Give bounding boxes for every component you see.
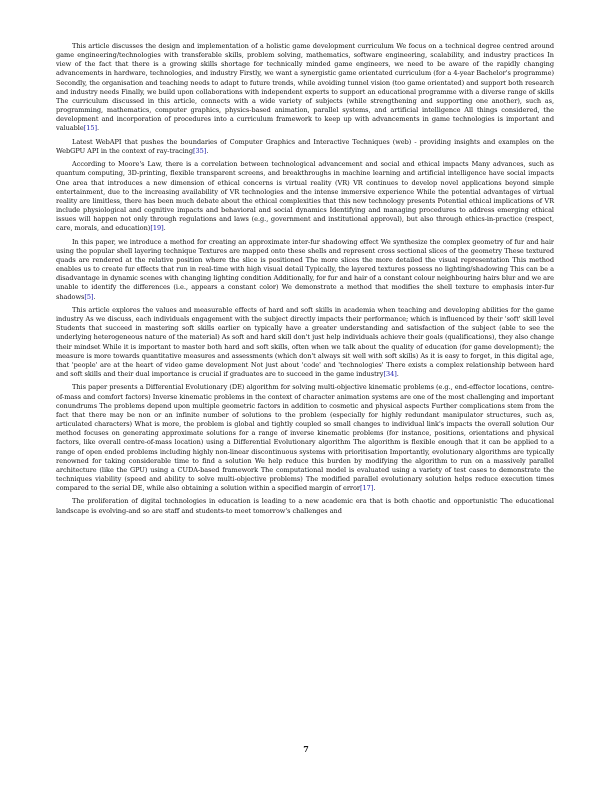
paragraph-end: .	[373, 484, 376, 493]
paragraph-3	[56, 160, 554, 233]
citation-link[interactable]: [17]	[360, 484, 374, 493]
paragraph-2	[56, 138, 554, 156]
citation-link[interactable]: [5]	[84, 292, 94, 301]
citation-link[interactable]: [35]	[193, 146, 207, 155]
paragraph-text: In this paper, we introduce a method for creating an approximate inter-fur shadowing effect We synthesize the complex geometry of fur and hair using the popular shell layering technique Textures are mapped onto these shells and represent cross sectional slices of the geometry These textured quads are rendered at the relative position where the slice is positioned The more slices the more detailed the visual representation This method enables us to create fur effects that run in real-time with high visual detail Typically, the layered textures possess no lighting/shadowing This can be a disadvantage in dynamic scenes with changing lighting condition Additionally, for fur and hair of a constant colour neighbouring hairs blur and we are unable to identify the differences (i.e., appears a constant color) We demonstrate a method that modifies the shell texture to emphasis inter-fur shadows	[56, 237, 554, 301]
paragraph-end: .	[396, 370, 399, 379]
citation-link[interactable]: [19]	[150, 224, 164, 233]
paragraph-5	[56, 306, 554, 379]
paragraph-1	[56, 42, 554, 134]
paragraph-4	[56, 238, 554, 302]
citation-link[interactable]: [34]	[383, 370, 397, 379]
paragraph-text: Latest WebAPI that pushes the boundaries of Computer Graphics and Interactive Techniques (web) - providing insights and examples on the WebGPU API in the context of ray-tracing	[56, 137, 554, 155]
paragraph-end: .	[97, 124, 100, 133]
paragraph-text: This article explores the values and measurable effects of hard and soft skills in academia when teaching and developing abilities for the game industry As we discuss, each individuals engagement with the subject directly impacts their performance; which is influenced by their 'soft' skill level Students that succeed in mastering soft skills earlier on typically have a greater understanding and satisfaction of the subject (able to see the underlying heterogeneous nature of the material) As soft and hard skill don't just help individuals achieve their goals (qualifications), they also change their mindset While it is important to master both hard and soft skills, often when we talk about the quality of education (for game development); the measure is more towards quantitative measures and assessments (which don't always sit well with soft skills) As it is easy to forget, in this digital age, that 'people' are at the heart of video game development Not just about 'code' and 'technologies' There exists a complex relationship between hard and soft skills and their dual importance is crucial if graduates are to succeed in the game industry	[56, 305, 554, 379]
paragraph-end: .	[163, 224, 166, 233]
paragraph-text: According to Moore's Law, there is a correlation between technological advancement and social and ethical impacts Many advances, such as quantum computing, 3D-printing, flexible transparent screens, and breakthroughs in machine learning and artificial intelligence have social impacts One area that introduces a new dimension of ethical concerns is virtual reality (VR) VR continues to develop novel applications beyond simple entertainment, due to the increasing availability of VR technologies and the intense immersive experience While the potential advantages of virtual reality are limitless, there has been much debate about the ethical complexities that this new technology presents Potential ethical implications of VR include physiological and cognitive impacts and behavioral and social dynamics Identifying and managing procedures to address emerging ethical issues will happen not only through regulations and laws (e.g., government and institutional approval), but also through ethics-in-practice (respect, care, morals, and education)	[56, 160, 554, 233]
paragraph-7	[56, 497, 554, 515]
paragraph-text: This article discusses the design and implementation of a holistic game development curriculum We focus on a technical degree centred around game engineering/technologies with transferable skills, problem solving, mathematics, software engineering, scalability, and industry practices In view of the fact that there is a growing skills shortage for technically minded game engineers, we need to be aware of the rapidly changing advancements in hardware, technologies, and industry Firstly, we want a synergistic game orientated curriculum (for a 4-year Bachelor's programme) Secondly, the organisation and teaching needs to adapt to future trends, while avoiding tunnel vision (too game orientated) and support both research and industry needs Finally, we build upon collaborations with independent experts to support an educational programme with a diverse range of skills The curriculum discussed in this article, connects with a wide variety of subjects (while strengthening and supporting one another), such as, programming, mathematics, computer graphics, physics-based animation, parallel systems, and artificial intelligence All things considered, the development and incorporation of procedures into a curriculum framework to keep up with advancements in game technologies is important and valuable	[56, 42, 554, 133]
paragraph-end: .	[206, 146, 209, 155]
page-number: 7	[303, 744, 309, 754]
paragraph-end: .	[93, 292, 96, 301]
paragraph-6	[56, 383, 554, 493]
paragraph-text: The proliferation of digital technologies in education is leading to a new academic era that is both chaotic and opportunistic The educational landscape is evolving-and so are staff and students-to meet tomorrow's challenges and	[56, 497, 554, 515]
citation-link[interactable]: [15]	[83, 124, 98, 133]
body-text	[56, 42, 554, 516]
paragraph-text: This paper presents a Differential Evolutionary (DE) algorithm for solving multi-objective kinematic problems (e.g., end-effector locations, centre-of-mass and comfort factors) Inverse kinematic problems in the context of character animation systems are one of the most challenging and important conundrums The problems depend upon multiple geometric factors in addition to cosmetic and physical aspects Further complications stem from the fact that there may be non or an infinite number of solutions to the problem (especially for highly redundant manipulator structures, such as, articulated characters) What is more, the problem is global and tightly coupled so small changes to individual link's impacts the overall solution Our method focuses on generating approximate solutions for a range of inverse kinematic problems (for instance, positions, orientations and physical factors, like overall centre-of-mass location) using a Differential Evolutionary algorithm The algorithm is flexible enough that it can be applied to a range of open ended problems including highly non-linear discontinuous systems with prioritisation Importantly, evolutionary algorithms are typically renowned for taking considerable time to find a solution We help reduce this burden by modifying the algorithm to run on a massively parallel architecture (like the GPU) using a CUDA-based framework The computational model is evaluated using a variety of test cases to demonstrate the techniques viability (speed and ability to solve multi-objective problems) The modified parallel evolutionary solution helps reduce execution times compared to the serial DE, while also obtaining a solution within a specified margin of error	[56, 383, 554, 493]
